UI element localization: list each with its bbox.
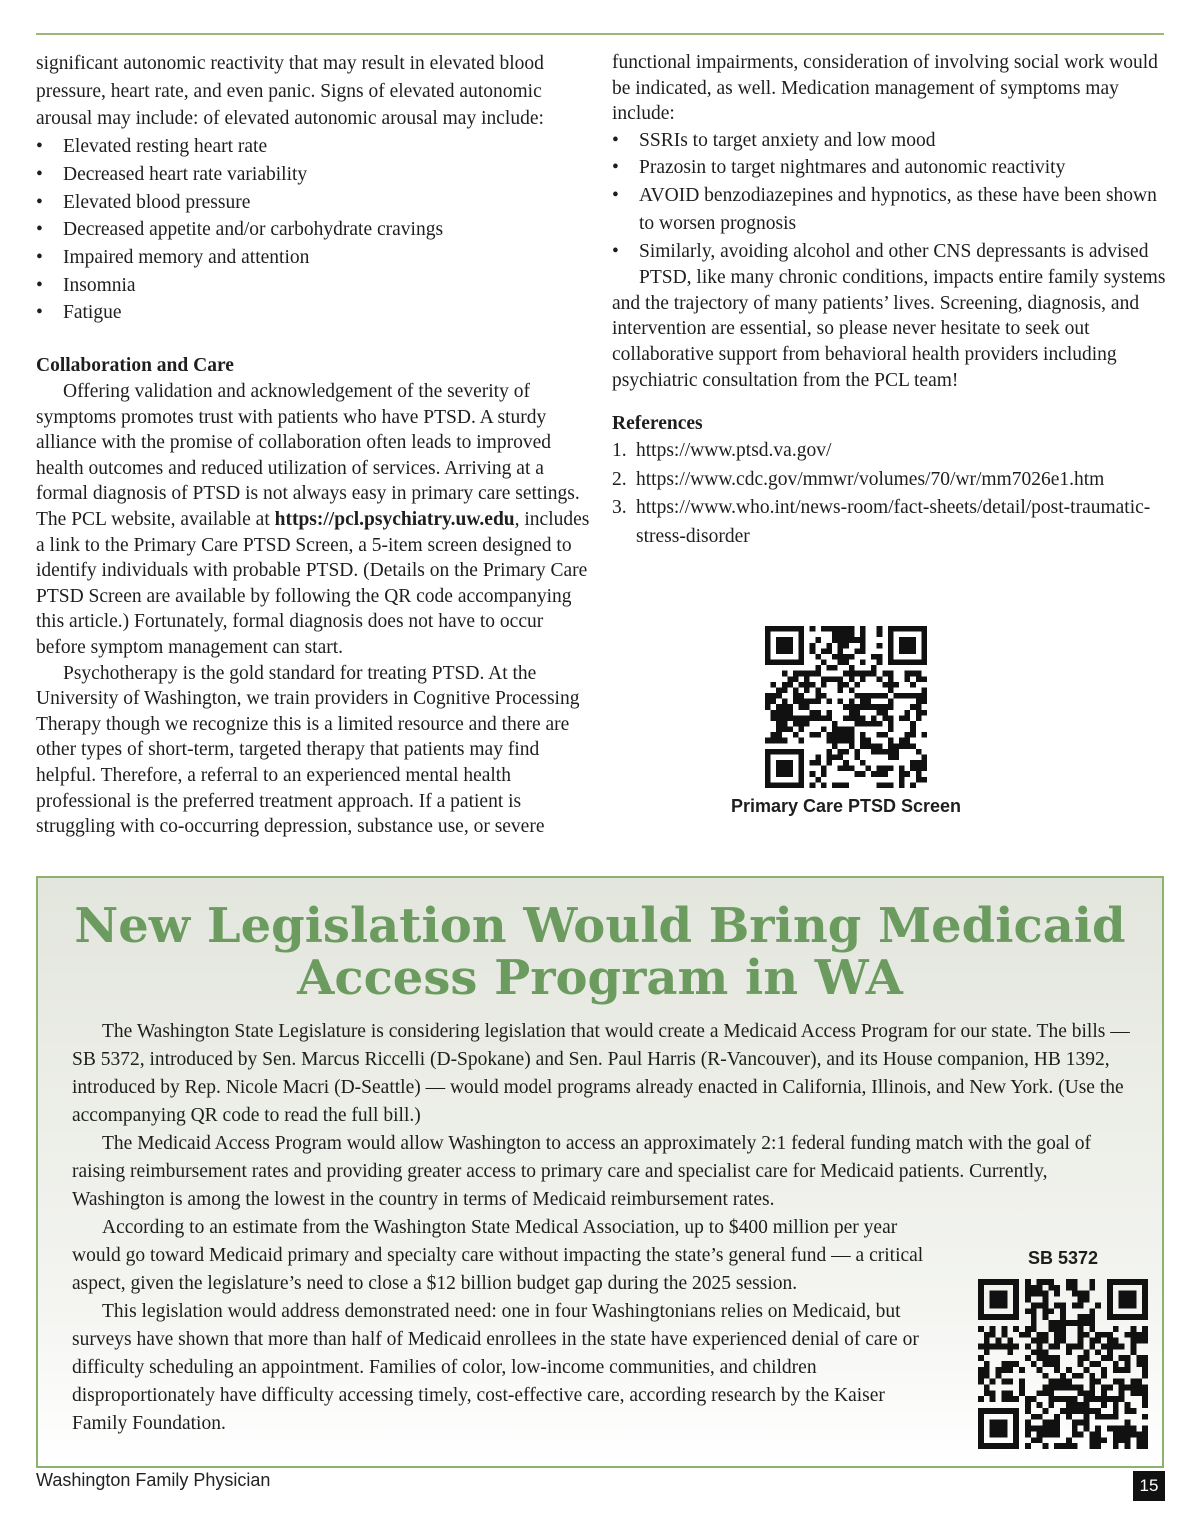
reference-number: 3.: [612, 497, 627, 519]
publication-name: Washington Family Physician: [36, 1470, 271, 1490]
legislation-paragraph: The Medicaid Access Program would allow Washington to access an approximately 2:1 federal funding match with the goal of raising reimbursement rates and providing greater access to primary care and specialist care for Medicaid patients. Currently, Washington is among the lowest in the country in terms of Medicaid reimbursement rates.: [72, 1133, 1092, 1210]
list-item: • Similarly, avoiding alcohol and other CNS depressants is advised: [612, 238, 1167, 266]
qr-label: SB 5372: [1027, 1248, 1099, 1268]
reference-link[interactable]: https://www.cdc.gov/mmwr/volumes/70/wr/mm7026e1.htm: [636, 468, 1105, 490]
list-item: • AVOID benzodiazepines and hypnotics, as these have been shown to worsen prognosis: [612, 182, 1167, 237]
qr-caption: Primary Care PTSD Screen: [730, 796, 962, 816]
reference-number: 2.: [612, 468, 627, 490]
collaboration-paragraph: [36, 379, 591, 661]
reference-link[interactable]: https://www.who.int/news-room/fact-sheets/detail/post-traumatic-stress-disorder: [636, 497, 1151, 547]
left-column: [36, 50, 591, 840]
list-item: • Impaired memory and attention: [36, 244, 591, 272]
references-heading: References: [612, 413, 703, 435]
list-item: • SSRIs to target anxiety and low mood: [612, 127, 1167, 155]
reference-link[interactable]: https://www.ptsd.va.gov/: [636, 440, 832, 462]
reference-item: [612, 466, 1167, 495]
paragraph-text: , includes a link to the Primary Care PTSD Screen, a 5-item screen designed to identify individuals with probable PTSD. (Details on the Primary Care PTSD Screen are available by following the QR code accompanying this article.) Fortunately, formal diagnosis does not have to occur before symptom management can start.: [36, 509, 590, 658]
pcl-website-link[interactable]: https://pcl.psychiatry.uw.edu: [274, 509, 515, 530]
list-item: • Insomnia: [36, 272, 591, 300]
legislation-title: [38, 900, 1162, 1004]
medication-list: [612, 127, 1167, 266]
reference-number: 1.: [612, 440, 627, 462]
paragraph-text: Offering validation and acknowledgement of the severity of symptoms promotes trust with patients who have PTSD. A sturdy alliance with the promise of collaboration often leads to improved health outcomes and reduced utilization of services. Arriving at a formal diagnosis of PTSD is not always easy in primary care settings. The PCL website, available at: [36, 381, 580, 530]
reference-item: [612, 494, 1167, 551]
psychotherapy-paragraph: Psychotherapy is the gold standard for treating PTSD. At the University of Washington, we train providers in Cognitive Processing Therapy though we recognize this is a limited resource and there are other types of short-term, targeted therapy that patients may find helpful. Therefore, a referral to an experienced mental health professional is the preferred treatment approach. If a patient is struggling with co-occurring depression, substance use, or severe: [36, 662, 580, 838]
references-list: [612, 437, 1167, 551]
title-line: Access Program in WA: [297, 950, 903, 1006]
qr-code-icon[interactable]: [978, 1279, 1148, 1449]
qr-code-icon[interactable]: [765, 626, 927, 788]
autonomic-signs-list: [36, 133, 591, 327]
right-column: [612, 50, 1167, 551]
top-divider: [36, 33, 1164, 35]
reference-item: [612, 437, 1167, 466]
list-item: • Prazosin to target nightmares and autonomic reactivity: [612, 154, 1167, 182]
list-item: • Decreased heart rate variability: [36, 161, 591, 189]
list-item: • Elevated resting heart rate: [36, 133, 591, 161]
sb5372-qr-block: [968, 1248, 1158, 1449]
title-line: New Legislation Would Bring Medicaid: [74, 898, 1126, 954]
legislation-box: [36, 876, 1164, 1468]
left-intro-text: significant autonomic reactivity that may result in elevated blood pressure, heart rate, and even panic. Signs of elevated autonomic arousal may include: of elevated autonomic arousal may include:: [36, 53, 544, 130]
right-intro-text: functional impairments, consideration of involving social work would be indicated, as well. Medication management of symptoms may include:: [612, 52, 1158, 125]
legislation-paragraph: According to an estimate from the Washington State Medical Association, up to $400 million per year would go toward Medicaid primary and specialty care without impacting the state’s general fund — a critical aspect, given the legislature’s need to close a $12 billion budget gap during the 2025 session.: [72, 1217, 924, 1294]
legislation-paragraph: This legislation would address demonstrated need: one in four Washingtonians relies on Medicaid, but surveys have shown that more than half of Medicaid enrollees in the state have experienced denial of care or difficulty scheduling an appointment. Families of color, low-income communities, and children disproportionately have difficulty accessing timely, cost-effective care, according research by the Kaiser Family Foundation.: [72, 1301, 919, 1434]
list-item: • Decreased appetite and/or carbohydrate cravings: [36, 216, 591, 244]
collaboration-heading: Collaboration and Care: [36, 355, 234, 377]
closing-paragraph: PTSD, like many chronic conditions, impacts entire family systems and the trajectory of many patients’ lives. Screening, diagnosis, and intervention are essential, so please never hesitate to seek out collaborative support from behavioral health providers including psychiatric consultation from the PCL team!: [612, 267, 1166, 391]
legislation-paragraph: The Washington State Legislature is considering legislation that would create a Medicaid Access Program for our state. The bills — SB 5372, introduced by Sen. Marcus Riccelli (D-Spokane) and Sen. Paul Harris (R-Vancouver), and its House companion, HB 1392, introduced by Rep. Nicole Macri (D-Seattle) — would model programs already enacted in California, Illinois, and New York. (Use the accompanying QR code to read the full bill.): [72, 1021, 1130, 1126]
page-number: 15: [1133, 1471, 1165, 1501]
list-item: • Elevated blood pressure: [36, 189, 591, 217]
ptsd-screen-qr-block: [726, 626, 966, 817]
list-item: • Fatigue: [36, 299, 591, 327]
